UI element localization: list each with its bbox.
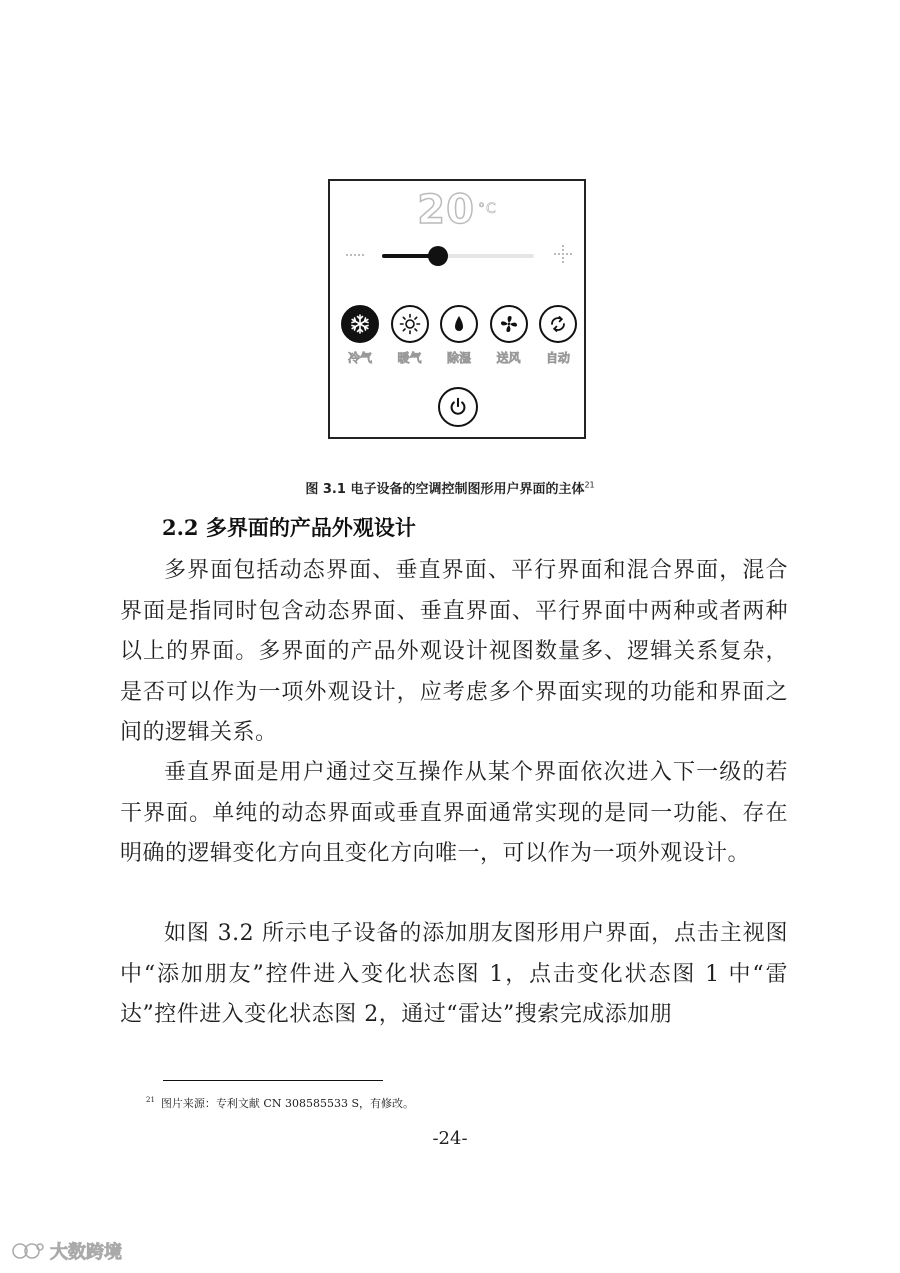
mode-label: 除湿: [446, 351, 471, 365]
ac-control-figure: [328, 179, 586, 439]
snowflake-icon: [341, 305, 379, 343]
power-button[interactable]: [438, 387, 478, 427]
mode-label: 送风: [496, 351, 521, 365]
mode-auto-button[interactable]: [536, 305, 580, 366]
footnote: $^{21}$ 图片来源：专利文献 CN 308585533 S，有修改。: [146, 1096, 414, 1110]
section-heading: 2.2 多界面的产品外观设计: [162, 515, 416, 540]
mode-cool-button[interactable]: [338, 305, 382, 366]
mode-label: 冷气: [347, 351, 372, 365]
paragraph-3: 如图 3.2 所示电子设备的添加朋友图形用户界面，点击主视图中“添加朋友”控件进入变化状态图 1，点击变化状态图 1 中“雷达”控件进入变化状态图 2，通过“雷达”搜索完成添加朋: [120, 921, 788, 1027]
paragraph-1: 多界面包括动态界面、垂直界面、平行界面和混合界面，混合界面是指同时包含动态界面、垂直界面、平行界面中两种或者两种以上的界面。多界面的产品外观设计视图数量多、逻辑关系复杂，是否可以作为一项外观设计，应考虑多个界面实现的功能和界面之间的逻辑关系。: [120, 558, 788, 745]
footnote-divider: [163, 1080, 383, 1081]
temperature-display: 20 $^{^\circ C}$: [417, 187, 497, 233]
mode-label: 自动: [545, 351, 570, 365]
figure-caption: 图 3.1 电子设备的空调控制图形用户界面的主体$^{21}$: [305, 480, 595, 497]
slider-knob[interactable]: [428, 246, 448, 266]
plus-icon[interactable]: [554, 245, 572, 263]
minus-icon[interactable]: [346, 254, 364, 256]
mode-fan-button[interactable]: [487, 305, 531, 366]
power-icon: [447, 396, 469, 418]
watermark: 大数跨境: [10, 1238, 122, 1264]
paragraph-2: 垂直界面是用户通过交互操作从某个界面依次进入下一级的若干界面。单纯的动态界面或垂直界面通常实现的是同一功能、存在明确的逻辑变化方向且变化方向唯一，可以作为一项外观设计。: [120, 760, 788, 866]
auto-cycle-icon: [539, 305, 577, 343]
droplet-icon: [440, 305, 478, 343]
page-number: -24-: [432, 1128, 468, 1149]
watermark-logo-icon: [10, 1239, 46, 1263]
mode-buttons: [338, 305, 580, 366]
sun-icon: [391, 305, 429, 343]
mode-heat-button[interactable]: [388, 305, 432, 366]
caption-footnote-ref[interactable]: 21: [584, 480, 595, 490]
mode-label: 暖气: [397, 351, 422, 365]
mode-dry-button[interactable]: [437, 305, 481, 366]
fan-icon: [490, 305, 528, 343]
temperature-slider[interactable]: [382, 254, 534, 258]
